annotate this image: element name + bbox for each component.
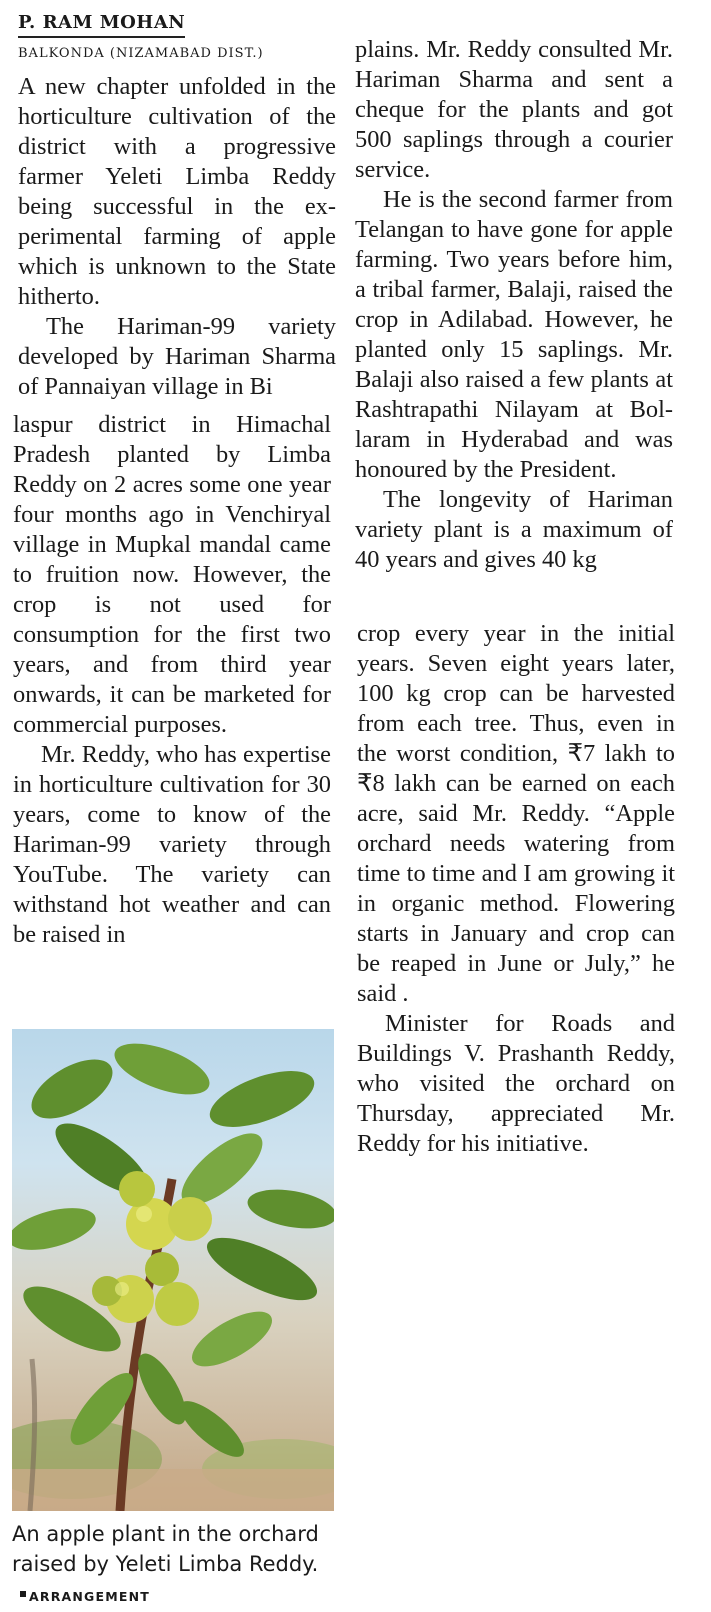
paragraph: plains. Mr. Reddy consulted Mr. Hariman Sharma and sent a cheque for the plants and got 500 saplings through a courier service.: [355, 36, 673, 183]
photo-caption: [12, 1519, 332, 1612]
article-column-2-top: [355, 35, 673, 575]
paragraph: Minister for Roads and Buildings V. Prashanth Reddy, who visited the orchard on Thursday, appreciated Mr. Reddy for his initiative.: [357, 1010, 675, 1157]
author-name: P. RAM MOHAN: [18, 12, 185, 38]
apple-plant-illustration: [12, 1029, 334, 1511]
credit-square-icon: [20, 1591, 26, 1597]
paragraph: A new chapter unfolded in the horticulture cultivation of the district with a progressive farmer Yeleti Limba Reddy being successful in the experimental farming of apple which is unknown to the State hitherto.: [18, 73, 336, 310]
paragraph: laspur district in Himachal Pradesh planted by Limba Reddy on 2 acres some one year four months ago in Venchiryal village in Mupkal mandal came to fruition now. However, the crop is not used for consumption for the first two years, and from third year onwards, it can be marketed for commercial purposes.: [13, 411, 331, 738]
paragraph: The Hariman-99 variety developed by Hariman Sharma of Pannaiyan village in Bi: [18, 313, 336, 400]
dateline: BALKONDA (NIZAMABAD DIST.): [18, 46, 264, 61]
article-column-2-bottom: [357, 619, 675, 1159]
article-column-1-top: [18, 72, 336, 402]
paragraph: crop every year in the initial years. Seven eight years later, 100 kg crop can be harvested from each tree. Thus, even in the worst condition, ₹7 lakh to ₹8 lakh can be earned on each acre, said Mr. Reddy. “Apple orchard needs watering from time to time and I am growing it in organic method. Flowering starts in January and crop can be reaped in June or July,” he said .: [357, 620, 675, 1007]
photo-credit: ARRANGEMENT: [29, 1589, 151, 1604]
article-column-1-bottom: [13, 410, 331, 950]
apple-plant-photo: [12, 1029, 334, 1511]
caption-text: An apple plant in the orchard raised by Yeleti Limba Reddy.: [12, 1522, 319, 1576]
paragraph: He is the second farmer from Telangan to have gone for apple farming. Two years before him, a tribal farmer, Balaji, raised the crop in Adilabad. However, he planted only 15 saplings. Mr. Balaji also raised a few plants at Rashtrapathi Nilayam at Bollaram in Hyderabad and was honoured by the President.: [355, 186, 673, 483]
paragraph: The longevity of Hariman variety plant is a maximum of 40 years and gives 40 kg: [355, 486, 673, 573]
byline: [18, 12, 328, 61]
leaf-cluster: [12, 1033, 334, 1465]
paragraph: Mr. Reddy, who has expertise in horticulture cultivation for 30 years, come to know of the Hariman-99 variety through YouTube. The variety can withstand hot weather and can be raised in: [13, 741, 331, 948]
